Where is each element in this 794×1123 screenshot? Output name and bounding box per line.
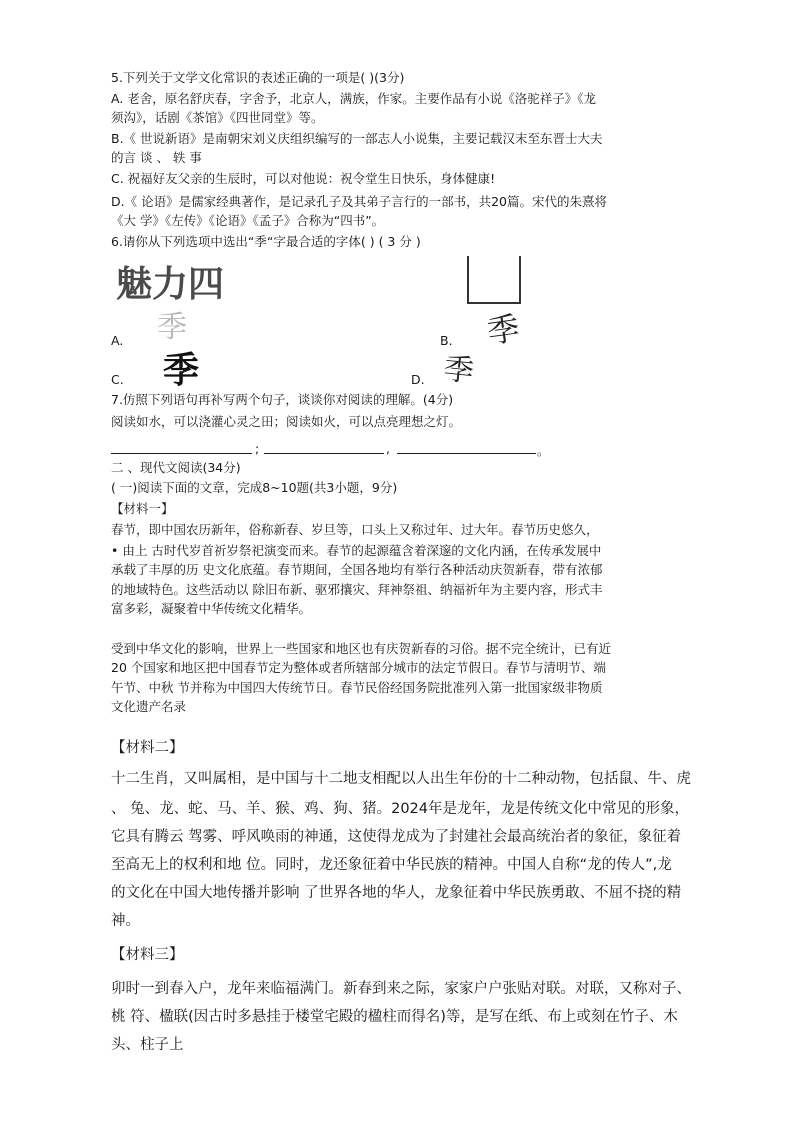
- section-two-subtitle: ( 一)阅读下面的文章，完成8~10题(共3小题，9分): [111, 480, 398, 495]
- material-one-p1-line5: 富多彩，凝聚着中华传统文化精华。: [111, 601, 312, 616]
- banner-text: 魅力四: [116, 263, 225, 304]
- material-one-p2-line1: 受到中华文化的影响，世界上一些国家和地区也有庆贺新春的习俗。据不完全统计，已有近: [111, 641, 612, 656]
- q6-stem: 6.请你从下列选项中选出“季“字最合适的字体( ) ( 3 分 ): [111, 234, 421, 249]
- glyph-d: 季: [441, 351, 476, 390]
- answer-separator-3: 。: [537, 443, 550, 458]
- blank-character-frame: [467, 256, 521, 304]
- material-three-heading: 【材料三】: [111, 947, 184, 963]
- q5-option-a-line1: A. 老舍，原名舒庆春，字舍予，北京人，满族，作家。主要作品有小说《洛驼祥子》《龙: [111, 91, 597, 106]
- material-two-line3: 它具有腾云 驾雾、呼风唤雨的神通，这使得龙成为了封建社会最高统治者的象征，象征着: [111, 829, 682, 845]
- material-one-p1-line2: • 由上 古时代岁首祈岁祭祀演变而来。春节的起源蕴含着深邃的文化内涵，在传承发展中: [111, 543, 602, 558]
- calligraphy-banner-image: [114, 262, 274, 304]
- q5-option-c: C. 祝福好友父亲的生辰时，可以对他说：祝令堂生日快乐，身体健康!: [111, 171, 496, 186]
- q5-option-b-line2: 的言 谈 、 轶 事: [111, 150, 202, 165]
- answer-blank-3[interactable]: [397, 452, 536, 454]
- material-two-heading: 【材料二】: [111, 740, 184, 756]
- material-three-line1: 卯时一到春入户，龙年来临福满门。新春到来之际，家家户户张贴对联。对联，又称对子、: [111, 981, 691, 997]
- q6-label-a: A.: [111, 333, 124, 348]
- material-one-p2-line3: 午节、中秋 节并称为中国四大传统节日。春节民俗经国务院批准列入第一批国家级非物质: [111, 680, 603, 695]
- q6-label-c: C.: [111, 372, 124, 387]
- q5-option-b-line1: B.《 世说新语》是南朝宋刘义庆组织编写的一部志人小说集，主要记载汉末至东晋士大夫: [111, 131, 603, 146]
- material-three-line3: 头、柱子上: [111, 1037, 184, 1053]
- glyph-b: 季: [484, 308, 522, 352]
- q6-label-d: D.: [411, 372, 425, 387]
- q7-stem: 7.仿照下列语句再补写两个句子，谈谈你对阅读的理解。(4分): [111, 392, 454, 407]
- material-one-p1-line4: 的地域特色。这些活动以 除旧布新、驱邪攘灾、拜神祭祖、纳福祈年为主要内容，形式丰: [111, 582, 603, 597]
- answer-separator-1: ;: [255, 441, 260, 456]
- glyph-c: 季: [163, 349, 200, 391]
- q5-option-d-line1: D.《 论语》是儒家经典著作，是记录孔子及其弟子言行的一部书，共20篇。宋代的朱熹将: [111, 194, 607, 209]
- material-one-p2-line2: 20 个国家和地区把中国春节定为整体或者所辖部分城市的法定节假日。春节与清明节、端: [111, 660, 606, 675]
- answer-blank-2[interactable]: [264, 452, 384, 454]
- material-two-line5: 的文化在中国大地传播并影响 了世界各地的华人，龙象征着中华民族勇敢、不屈不挠的精: [111, 885, 682, 901]
- glyph-a: 季: [157, 310, 187, 345]
- q6-label-b: B.: [440, 333, 453, 348]
- q7-example: 阅读如水，可以浇灌心灵之田；阅读如火，可以点亮理想之灯。: [111, 414, 462, 429]
- q5-stem: 5.下列关于文学文化常识的表述正确的一项是( )(3分): [111, 70, 405, 85]
- material-one-p2-line4: 文化遗产名录: [111, 699, 187, 714]
- material-one-p1-line1: 春节，即中国农历新年，俗称新春、岁旦等，口头上又称过年、过大年。春节历史悠久，: [111, 522, 599, 537]
- material-two-line6: 神。: [111, 913, 140, 929]
- q5-option-a-line2: 须沟》，话剧《茶馆》《四世同堂》等。: [111, 110, 324, 125]
- material-three-line2: 桃 符、楹联(因古时多悬挂于楼堂宅殿的楹柱而得名)等，是写在纸、布上或刻在竹子、木: [111, 1009, 678, 1025]
- material-two-line4: 至高无上的权利和地 位。同时，龙还象征着中华民族的精神。中国人自称“龙的传人”,龙: [111, 857, 672, 873]
- section-two-title: 二 、现代文阅读(34分): [111, 460, 241, 475]
- material-two-line2: 、 兔、龙、蛇、马、羊、猴、鸡、狗、猪。2024年是龙年，龙是传统文化中常见的形象，: [111, 801, 690, 817]
- material-one-p1-line3: 承载了丰厚的历 史文化底蕴。春节期间，全国各地均有举行各种活动庆贺新春，带有浓郁: [111, 562, 603, 577]
- answer-separator-2: ,: [386, 441, 390, 456]
- material-two-line1: 十二生肖，又叫属相，是中国与十二地支相配以人出生年份的十二种动物，包括鼠、牛、虎: [111, 771, 691, 787]
- q5-option-d-line2: 《大 学》《左传》《论语》《孟子》合称为“四书”。: [111, 213, 385, 228]
- material-one-heading: 【材料一】: [111, 501, 174, 516]
- answer-blank-1[interactable]: [111, 452, 252, 454]
